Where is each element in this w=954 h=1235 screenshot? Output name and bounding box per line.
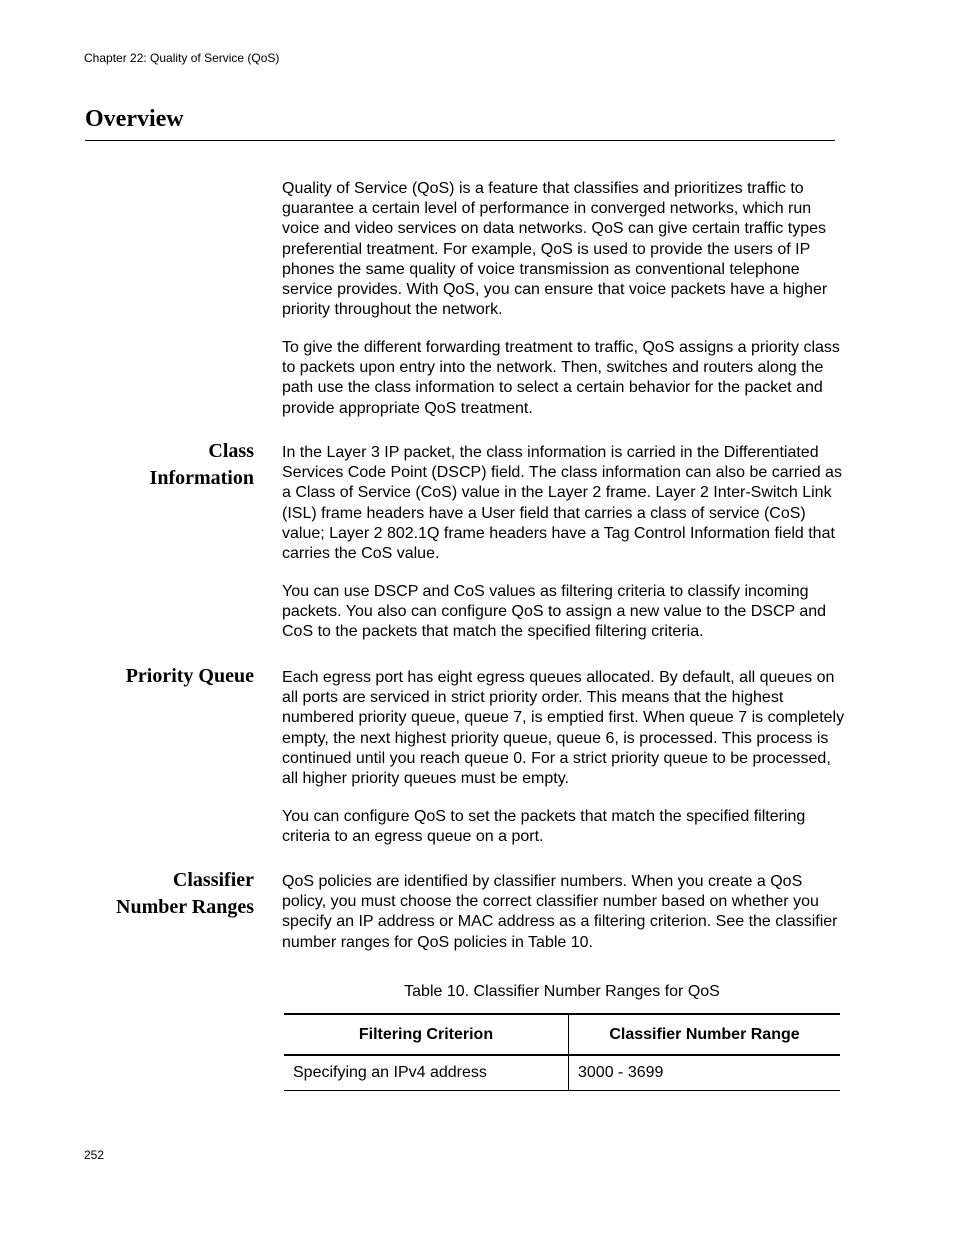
heading-line: Class: [208, 440, 254, 462]
table-cell: Specifying an IPv4 address: [284, 1055, 569, 1091]
priority-queue-paragraph-1: Each egress port has eight egress queues allocated. By default, all queues on all ports are serviced in strict priority order. This means that the highest numbered priority queue, queue 7, is emptied first. When queue 7 is completely empty, the next highest priority queue, queue 6, is processed. This process is continued until you reach queue 0. For a strict priority queue to be processed, all higher priority queues must be empty.: [282, 669, 845, 788]
heading-line: Priority Queue: [125, 665, 254, 687]
priority-queue-paragraph-2: You can configure QoS to set the packets that match the specified filtering criteria to an egress queue on a port.: [282, 808, 806, 846]
heading-line: Number Ranges: [116, 896, 254, 918]
classifier-paragraph-1: QoS policies are identified by classifier numbers. When you create a QoS policy, you must choose the correct classifier number based on whether you specify an IP address or MAC address as a filtering criterion. See the classifier number ranges for QoS policies in Table 10.: [282, 873, 838, 951]
column-header: Filtering Criterion: [284, 1014, 569, 1055]
section-heading-classifier-number-ranges: [116, 867, 254, 921]
classifier-table: [284, 1013, 840, 1091]
class-info-paragraph-1: In the Layer 3 IP packet, the class information is carried in the Differentiated Services Code Point (DSCP) field. The class information can also be carried as a Class of Service (CoS) value in the Layer 2 frame. Layer 2 Inter-Switch Link (ISL) frame headers have a User field that carries a class of service (CoS) value; Layer 2 802.1Q frame headers have a Tag Control Information field that carries the CoS value.: [282, 444, 842, 563]
section-heading-priority-queue: [126, 663, 254, 690]
intro-paragraph-1: Quality of Service (QoS) is a feature that classifies and prioritizes traffic to guarantee a certain level of performance in converged networks, which run voice and video services on data networks. QoS can give certain traffic types preferential treatment. For example, QoS is used to provide the users of IP phones the same quality of voice transmission as conventional telephone service provides. With QoS, you can ensure that voice packets have a higher priority throughout the network.: [282, 180, 828, 319]
intro-paragraph-2: To give the different forwarding treatment to traffic, QoS assigns a priority class to packets upon entry into the network. Then, switches and routers along the path use the class information to select a certain behavior for the packet and provide appropriate QoS treatment.: [282, 339, 840, 417]
heading-line: Information: [149, 467, 254, 489]
table-cell: 3000 - 3699: [569, 1055, 841, 1091]
page-number: 252: [84, 1148, 105, 1162]
class-info-paragraph-2: You can use DSCP and CoS values as filtering criteria to classify incoming packets. You also can configure QoS to assign a new value to the DSCP and CoS to the packets that match the specified filtering criteria.: [282, 583, 827, 641]
page-title: Overview: [85, 106, 184, 132]
table-caption: Table 10. Classifier Number Ranges for QoS: [404, 983, 720, 1000]
title-rule: [85, 140, 835, 141]
table-row: [284, 1055, 840, 1091]
heading-line: Classifier: [172, 869, 254, 891]
table-header-row: [284, 1014, 840, 1055]
section-heading-class-information: [150, 438, 254, 492]
column-header: Classifier Number Range: [569, 1014, 841, 1055]
running-head: Chapter 22: Quality of Service (QoS): [84, 51, 280, 65]
